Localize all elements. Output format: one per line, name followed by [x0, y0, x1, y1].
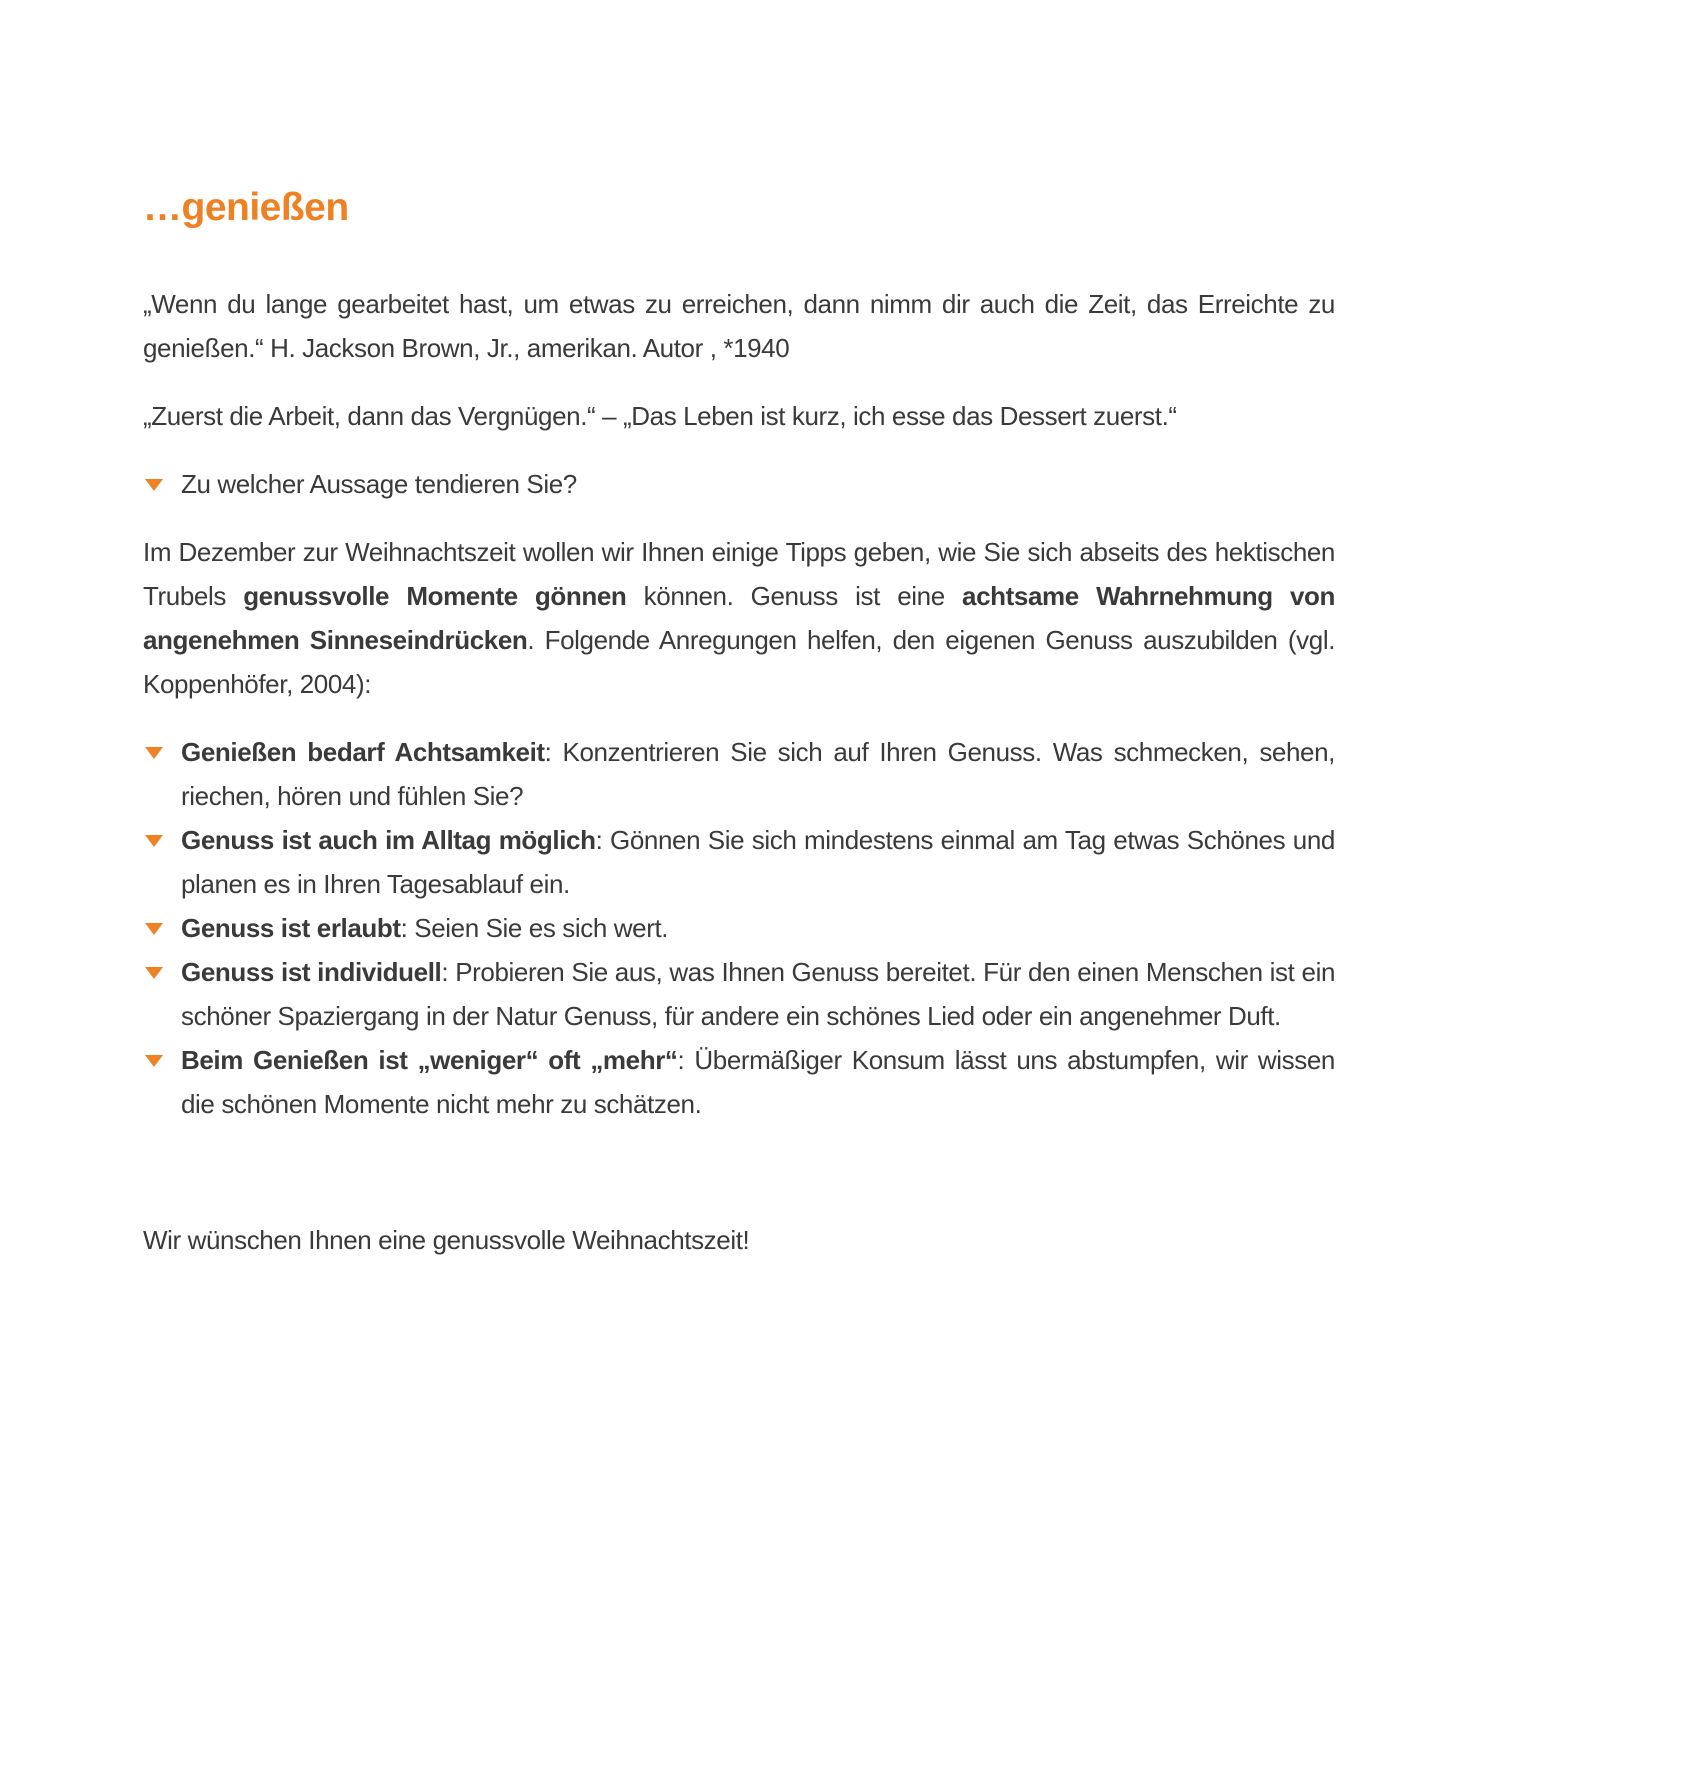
- triangle-bullet-icon: [145, 967, 163, 979]
- triangle-bullet-icon: [145, 923, 163, 935]
- intro-paragraph: Im Dezember zur Weihnachtszeit wollen wir Ihnen einige Tipps geben, wie Sie sich abseits des hektischen Trubels genussvolle Momente gönnen können. Genuss ist eine achtsame Wahrnehmung von angenehmen Sinneseindrücken. Folgende Anregungen helfen, den eigenen Genuss auszubilden (vgl. Koppenhöfer, 2004):: [143, 537, 1336, 699]
- tip-item: [143, 1038, 1335, 1126]
- tip-text: Genuss ist individuell: Probieren Sie aus, was Ihnen Genuss bereitet. Für den einen Menschen ist ein schöner Spaziergang in der Natur Genuss, für andere ein schönes Lied oder ein angenehmer Duft.: [181, 957, 1336, 1031]
- question-bullet-text: Zu welcher Aussage tendieren Sie?: [181, 469, 577, 499]
- tip-item: [143, 730, 1335, 818]
- question-bullet-item: [143, 462, 1335, 506]
- tip-item: [143, 818, 1335, 906]
- tip-text: Genuss ist erlaubt: Seien Sie es sich wert.: [181, 913, 669, 943]
- tip-item: [143, 906, 1335, 950]
- tip-text: Beim Genießen ist „weniger“ oft „mehr“: Übermäßiger Konsum lässt uns abstumpfen, wir wissen die schönen Momente nicht mehr zu schätzen.: [181, 1045, 1335, 1119]
- quote-brown: „Wenn du lange gearbeitet hast, um etwas zu erreichen, dann nimm dir auch die Zeit, das Erreichte zu genießen.“ H. Jackson Brown, Jr., amerikan. Autor , *1940: [143, 289, 1335, 363]
- tip-item: [143, 950, 1335, 1038]
- closing-line: Wir wünschen Ihnen eine genussvolle Weihnachtszeit!: [143, 1225, 750, 1255]
- tip-text: Genießen bedarf Achtsamkeit: Konzentrieren Sie sich auf Ihren Genuss. Was schmecken, sehen, riechen, hören und fühlen Sie?: [181, 737, 1335, 811]
- triangle-bullet-icon: [145, 747, 163, 759]
- triangle-bullet-icon: [145, 1055, 163, 1067]
- tip-text: Genuss ist auch im Alltag möglich: Gönnen Sie sich mindestens einmal am Tag etwas Schönes und planen es in Ihren Tagesablauf ein.: [181, 825, 1335, 899]
- quote-work-vs-pleasure: „Zuerst die Arbeit, dann das Vergnügen.“ – „Das Leben ist kurz, ich esse das Dessert zuerst.“: [143, 401, 1177, 431]
- page-title: …genießen: [143, 186, 349, 229]
- triangle-bullet-icon: [145, 835, 163, 847]
- triangle-bullet-icon: [145, 479, 163, 491]
- tips-list: [143, 730, 1335, 1126]
- page-content: [143, 186, 1335, 1286]
